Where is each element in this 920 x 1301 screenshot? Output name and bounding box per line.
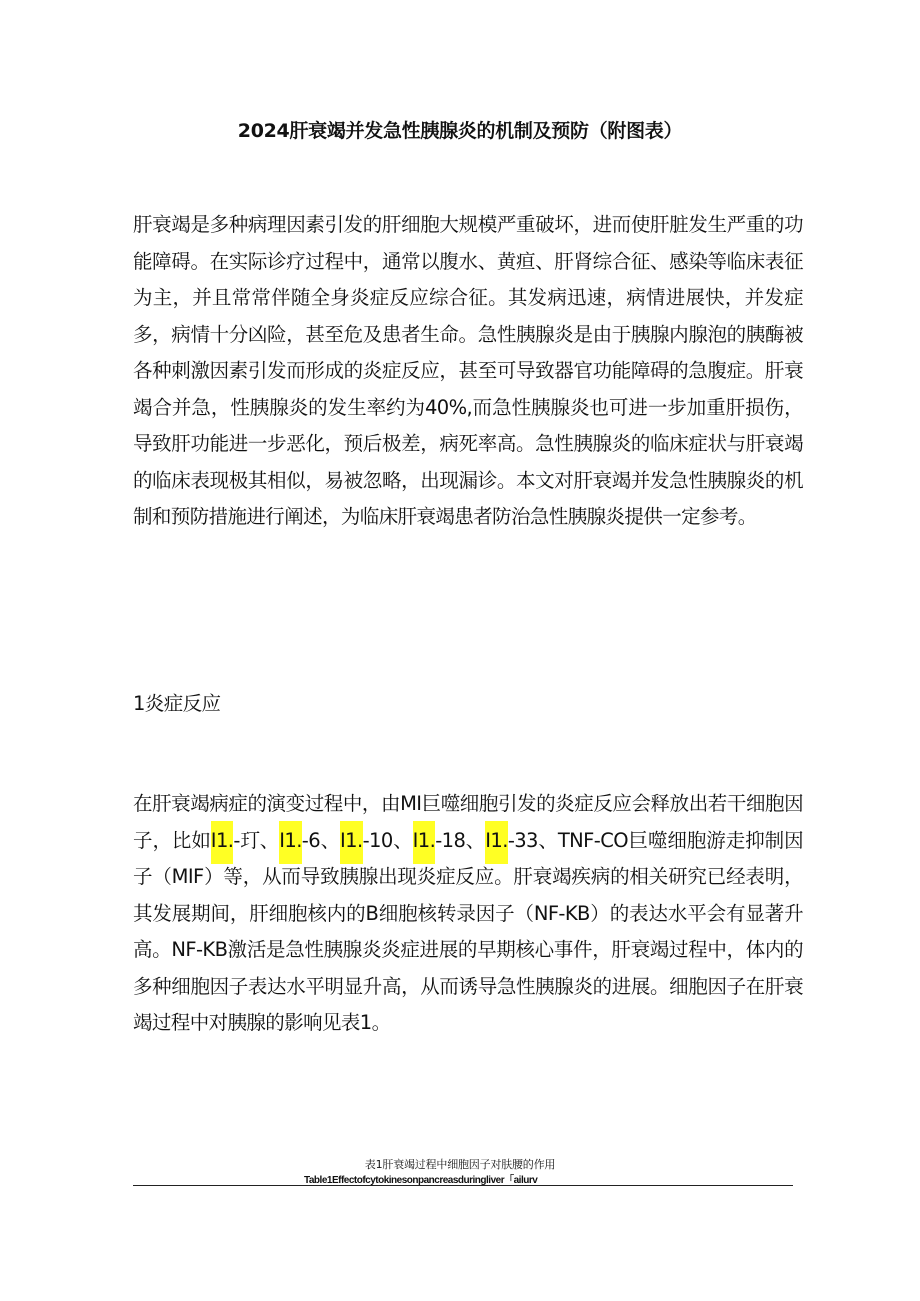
table-top-rule: [133, 1185, 793, 1186]
highlighted-term: I1.: [485, 821, 508, 864]
paragraph-text: -玎、: [233, 828, 280, 852]
section-paragraph: [133, 786, 803, 1042]
paragraph-text: -10、: [362, 828, 413, 852]
highlighted-term: I1.: [211, 821, 234, 864]
section-heading: 1炎症反应: [133, 692, 221, 715]
highlighted-term: I1.: [340, 821, 363, 864]
table-caption-chinese: 表1肝衰竭过程中细胞因子对肤腰的作用: [364, 1158, 556, 1171]
paragraph-text: -6、: [301, 828, 341, 852]
paragraph-text: 在肝衰竭病症的演变过程中，由MI巨噬细胞引发的炎症反应会释放出若干细胞因子，比如: [133, 792, 803, 852]
highlighted-term: I1.: [413, 821, 436, 864]
paragraph-text: -33、TNF-CO巨噬细胞游走抑制因子（MIF）等，从而导致胰腺出现炎症反应。肝衰竭疾病的相关研究已经表明，其发展期间，肝细胞核内的B细胞核转录因子（NF-KB）的表达水平会有显著升高。NF-KB激活是急性胰腺炎炎症进展的早期核心事件，肝衰竭过程中，体内的多种细胞因子表达水平明显升高，从而诱导急性胰腺炎的进展。细胞因子在肝衰竭过程中对胰腺的影响见表1。: [133, 828, 803, 1034]
paragraph-text: -18、: [435, 828, 486, 852]
highlighted-term: I1.: [279, 821, 302, 864]
document-title: 2024肝衰竭并发急性胰腺炎的机制及预防（附图表）: [237, 120, 683, 142]
intro-paragraph: 肝衰竭是多种病理因素引发的肝细胞大规模严重破坏，进而使肝脏发生严重的功能障碍。在实际诊疗过程中，通常以腹水、黄疸、肝肾综合征、感染等临床表征为主，并且常常伴随全身炎症反应综合征。其发病迅速，病情进展快，并发症多，病情十分凶险，甚至危及患者生命。急性胰腺炎是由于胰腺内腺泡的胰酶被各种刺激因素引发而形成的炎症反应，甚至可导致器官功能障碍的急腹症。肝衰竭合并急，性胰腺炎的发生率约为40%,而急性胰腺炎也可进一步加重肝损伤，导致肝功能进一步恶化，预后极差，病死率高。急性胰腺炎的临床症状与肝衰竭的临床表现极其相似，易被忽略，出现漏诊。本文对肝衰竭并发急性胰腺炎的机制和预防措施进行阐述，为临床肝衰竭患者防治急性胰腺炎提供一定参考。: [133, 213, 803, 528]
table-caption-english: Table1Effectofcytokinesonpancreasduringliver「ailurv: [304, 1175, 538, 1186]
